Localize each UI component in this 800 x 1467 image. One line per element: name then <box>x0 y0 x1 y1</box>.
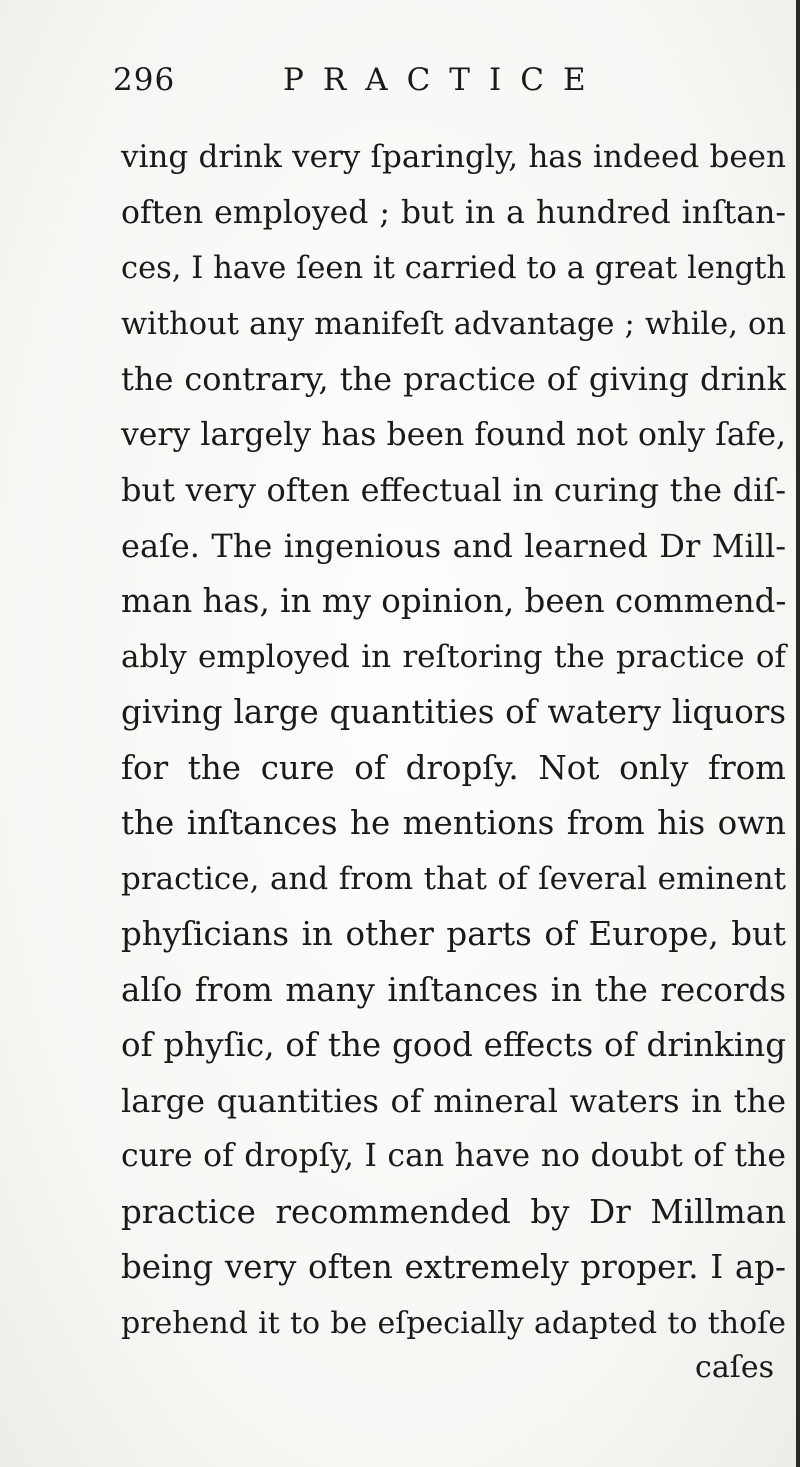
text-line: the contrary, the practice of giving drink <box>121 360 786 398</box>
text-line: ably employed in reſtoring the practice of <box>121 638 786 675</box>
text-line: the inſtances he mentions from his own <box>121 804 786 842</box>
text-line: for the cure of dropſy. Not only from <box>121 748 786 787</box>
catchword: caſes <box>695 1350 774 1385</box>
text-line: large quantities of mineral waters in the <box>121 1081 786 1120</box>
running-title: PRACTICE <box>283 62 605 98</box>
text-line: very largely has been found not only ſafe, <box>121 416 786 453</box>
text-line: phyſicians in other parts of Europe, but <box>121 915 786 953</box>
text-line: eaſe. The ingenious and learned Dr Mill- <box>121 526 786 565</box>
text-line: ces, I have ſeen it carried to a great length <box>121 251 786 286</box>
text-line: often employed ; but in a hundred inſtan- <box>121 194 786 231</box>
page-number: 296 <box>113 62 176 98</box>
text-line: man has, in my opinion, been commend- <box>121 582 787 620</box>
text-line: ving drink very ſparingly, has indeed been <box>121 139 786 175</box>
text-line: practice, and from that of ſeveral eminent <box>121 860 786 897</box>
text-line: giving large quantities of watery liquors <box>121 693 786 731</box>
text-line: but very often effectual in curing the diſ- <box>121 471 786 509</box>
text-line: without any manifeſt advantage ; while, on <box>121 306 786 342</box>
text-line: prehend it to be eſpecially adapted to thoſe <box>121 1305 786 1341</box>
text-line: cure of dropſy, I can have no doubt of the <box>121 1138 786 1174</box>
page-edge <box>796 0 800 1467</box>
text-line: of phyſic, of the good effects of drinking <box>121 1026 786 1064</box>
running-head <box>113 62 673 102</box>
text-line: alſo from many inſtances in the records <box>121 970 786 1009</box>
text-line: being very often extremely proper. I ap- <box>121 1248 786 1286</box>
body-text <box>121 130 786 1351</box>
text-line: practice recommended by Dr Millman <box>121 1192 786 1231</box>
